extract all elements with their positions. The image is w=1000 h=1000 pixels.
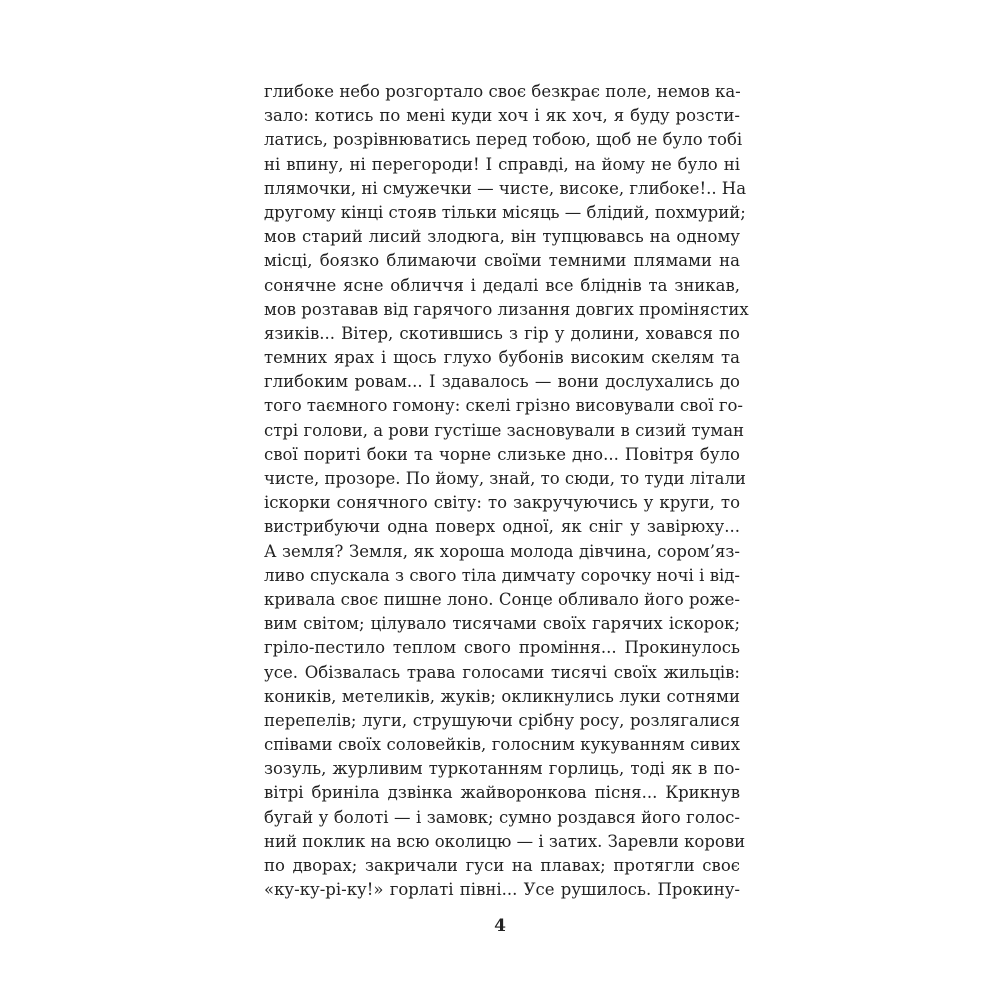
text-line: ний поклик на всю околицю — і затих. Заревли корови [264,831,746,851]
text-line: латись, розрівнюватись перед тобою, щоб не було тобі [264,130,743,150]
text-line: сонячне ясне обличчя і дедалі все бліднів та зникав, [264,275,740,295]
text-line: співами своїх соловейків, голосним кукуванням сивих [264,735,740,755]
text-line: свої пориті боки та чорне слизьке дно... Повітря було [264,444,740,464]
text-line: «ку-ку-рі-ку!» горлаті півні... Усе рушилось. Прокину- [264,880,740,900]
text-line: іскорки сонячного світу: то закручуючись у круги, то [264,493,740,513]
text-line: глибоким ровам... І здавалось — вони дослухались до [264,372,740,392]
text-line: А земля? Земля, як хороша молода дівчина, сором’яз- [264,541,740,561]
text-line: другому кінці стояв тільки місяць — блідий, похмурий; [264,202,746,222]
body-text [264,80,749,902]
text-line: усе. Обізвалась трава голосами тисячі своїх жильців: [264,662,740,682]
text-line: ливо спускала з свого тіла димчату сорочку ночі і від- [264,565,740,585]
text-line: бугай у болоті — і замовк; сумно роздався його голос- [264,807,740,827]
text-line: мов старий лисий злодюга, він тупцювавсь на одному [264,227,740,247]
page-number: 4 [494,916,506,936]
text-line: вистрибуючи одна поверх одної, як сніг у завірюху... [264,517,740,537]
text-line: зозуль, журливим туркотанням горлиць, тоді як в по- [264,759,740,779]
text-line: того таємного гомону: скелі грізно висовували свої го- [264,396,743,416]
text-line: кривала своє пишне лоно. Сонце обливало його роже- [264,589,740,609]
text-line: по дворах; закричали гуси на плавах; протягли своє [264,856,740,875]
text-line: мов розтавав від гарячого лизання довгих промінястих [264,299,749,319]
text-line: стрі голови, а рови густіше засновували в сизий туман [264,420,745,440]
text-line: вим світом; цілувало тисячами своїх гарячих іскорок; [264,614,740,634]
text-line: вітрі бриніла дзвінка жайворонкова пісня... Крикнув [264,783,740,803]
text-line: коників, метеликів, жуків; окликнулись луки сотнями [264,686,740,706]
text-line: чисте, прозоре. По йому, знай, то сюди, то туди літали [264,469,746,488]
text-line: місці, боязко блимаючи своїми темними плямами на [264,251,740,271]
text-line: гріло-пестило теплом свого проміння... Прокинулось [264,638,740,658]
text-line: глибоке небо розгортало своє безкрає поле, немов ка- [264,82,741,101]
text-line: темних ярах і щось глухо бубонів високим скелям та [264,348,740,368]
text-line: зало: котись по мені куди хоч і як хоч, я буду розсти- [264,106,740,126]
text-line: язиків... Вітер, скотившись з гір у долини, ховався по [264,323,740,343]
text-line: ні впину, ні перегороди! І справді, на йому не було ні [264,154,740,174]
text-line: перепелів; луги, струшуючи срібну росу, розлягалися [264,710,740,730]
text-line: плямочки, ні смужечки — чисте, високе, глибоке!.. На [264,178,747,198]
